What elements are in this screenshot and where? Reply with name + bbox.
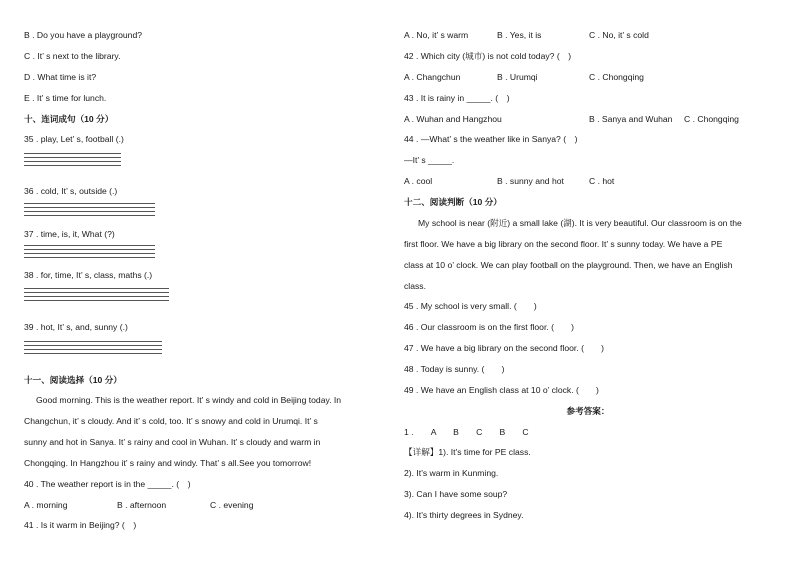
option-a[interactable]: A . Wuhan and Hangzhou bbox=[404, 114, 502, 124]
question-42: 42 . Which city (城市) is not cold today? ( ) bbox=[404, 51, 572, 61]
question-48: 48 . Today is sunny. ( ) bbox=[404, 364, 505, 374]
answer-2: 2). It's warm in Kunming. bbox=[404, 468, 499, 478]
passage-line: My school is near (附近) a small lake (湖). It is very beautiful. Our classroom is on the bbox=[418, 218, 742, 228]
question-39: 39 . hot, It’ s, and, sunny (.) bbox=[24, 322, 128, 332]
option-b[interactable]: B . sunny and hot bbox=[497, 176, 564, 186]
passage-line: class at 10 o’ clock. We can play football on the playground. Then, we have an English bbox=[404, 260, 733, 270]
option-c[interactable]: C . Chongqing bbox=[589, 72, 644, 82]
answer-lines-36[interactable] bbox=[24, 203, 155, 219]
question-46: 46 . Our classroom is on the first floor. ( ) bbox=[404, 322, 575, 332]
option-b[interactable]: B . Yes, it is bbox=[497, 30, 542, 40]
question-43: 43 . It is rainy in _____. ( ) bbox=[404, 93, 510, 103]
option-b: B . Do you have a playground? bbox=[24, 30, 143, 40]
question-45: 45 . My school is very small. ( ) bbox=[404, 301, 537, 311]
option-a[interactable]: A . No, it’ s warm bbox=[404, 30, 469, 40]
option-c: C . It’ s next to the library. bbox=[24, 51, 121, 61]
passage-line: Chongqing. In Hangzhou it’ s rainy and windy. That’ s all.See you tomorrow! bbox=[24, 458, 312, 468]
option-b[interactable]: B . Sanya and Wuhan bbox=[589, 114, 673, 124]
passage-line: sunny and hot in Sanya. It’ s rainy and cool in Wuhan. It’ s cloudy and warm in bbox=[24, 437, 321, 447]
question-49: 49 . We have an English class at 10 o’ clock. ( ) bbox=[404, 385, 599, 395]
option-b[interactable]: B . afternoon bbox=[117, 500, 167, 510]
answer-4: 4). It's thirty degrees in Sydney. bbox=[404, 510, 524, 520]
question-35: 35 . play, Let’ s, football (.) bbox=[24, 134, 124, 144]
answer-lines-35[interactable] bbox=[24, 153, 121, 169]
answer-1: 1 . A B C B C bbox=[404, 427, 529, 437]
question-36: 36 . cold, It’ s, outside (.) bbox=[24, 186, 118, 196]
passage-line: class. bbox=[404, 281, 426, 291]
option-a[interactable]: A . Changchun bbox=[404, 72, 461, 82]
option-c[interactable]: C . No, it’ s cold bbox=[589, 30, 649, 40]
question-40: 40 . The weather report is in the _____. ( ) bbox=[24, 479, 191, 489]
answers-title: 参考答案： bbox=[566, 406, 610, 416]
passage-line: first floor. We have a big library on the second floor. It’ s sunny today. We have a PE bbox=[404, 239, 723, 249]
question-44: 44 . —What’ s the weather like in Sanya? ( ) bbox=[404, 134, 578, 144]
answer-detail: 【详解】1). It's time for PE class. bbox=[404, 447, 531, 457]
passage-line: Changchun, it’ s cloudy. And it’ s cold, too. It’ s snowy and cold in Urumqi. It’ s bbox=[24, 416, 318, 426]
question-42-options bbox=[404, 71, 644, 83]
question-44-options bbox=[404, 175, 614, 187]
answer-lines-39[interactable] bbox=[24, 341, 162, 357]
passage-line: Good morning. This is the weather report. It’ s windy and cold in Beijing today. In bbox=[36, 395, 342, 405]
section-10-title: 十、连词成句（10 分） bbox=[24, 114, 114, 124]
question-40-options bbox=[24, 499, 253, 511]
option-a[interactable]: A . morning bbox=[24, 500, 68, 510]
question-43-options bbox=[404, 113, 739, 125]
option-c[interactable]: C . evening bbox=[210, 500, 254, 510]
option-c[interactable]: C . hot bbox=[589, 176, 615, 186]
section-11-title: 十一、阅读选择（10 分） bbox=[24, 375, 122, 385]
option-b[interactable]: B . Urumqi bbox=[497, 72, 538, 82]
option-d: D . What time is it? bbox=[24, 72, 97, 82]
question-41-options bbox=[404, 29, 649, 41]
section-12-title: 十二、阅读判断（10 分） bbox=[404, 197, 502, 207]
option-c[interactable]: C . Chongqing bbox=[684, 114, 739, 124]
question-44-reply: —It’ s _____. bbox=[404, 155, 455, 165]
question-47: 47 . We have a big library on the second floor. ( ) bbox=[404, 343, 604, 353]
answer-lines-38[interactable] bbox=[24, 288, 169, 304]
answer-lines-37[interactable] bbox=[24, 245, 155, 261]
option-e: E . It’ s time for lunch. bbox=[24, 93, 107, 103]
question-38: 38 . for, time, It’ s, class, maths (.) bbox=[24, 270, 153, 280]
question-41: 41 . Is it warm in Beijing? ( ) bbox=[24, 520, 137, 530]
answer-3: 3). Can I have some soup? bbox=[404, 489, 508, 499]
question-37: 37 . time, is, it, What (?) bbox=[24, 229, 115, 239]
option-a[interactable]: A . cool bbox=[404, 176, 433, 186]
